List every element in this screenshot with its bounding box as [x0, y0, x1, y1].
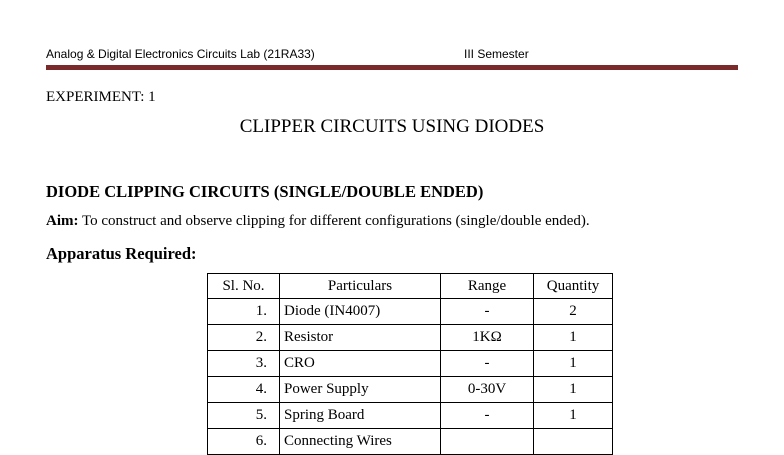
header-course-title: Analog & Digital Electronics Circuits Lab (21RA33)	[46, 47, 315, 61]
cell-particulars: Connecting Wires	[280, 429, 441, 455]
cell-quantity: 1	[534, 403, 613, 429]
cell-range: 1KΩ	[441, 325, 534, 351]
apparatus-heading: Apparatus Required:	[46, 244, 197, 263]
table-row	[208, 299, 613, 325]
col-header-particulars: Particulars	[280, 274, 441, 299]
cell-particulars: Diode (IN4007)	[280, 299, 441, 325]
cell-particulars: Spring Board	[280, 403, 441, 429]
cell-sl-no: 2.	[208, 325, 280, 351]
page-title: CLIPPER CIRCUITS USING DIODES	[239, 116, 545, 137]
aim-paragraph	[46, 213, 590, 230]
cell-quantity: 2	[534, 299, 613, 325]
cell-particulars: Resistor	[280, 325, 441, 351]
cell-particulars: Power Supply	[280, 377, 441, 403]
section-heading: DIODE CLIPPING CIRCUITS (SINGLE/DOUBLE ENDED)	[46, 182, 484, 201]
table-row	[208, 377, 613, 403]
cell-sl-no: 4.	[208, 377, 280, 403]
experiment-number: EXPERIMENT: 1	[46, 89, 156, 105]
col-header-sl-no: Sl. No.	[208, 274, 280, 299]
aim-label: Aim:	[46, 213, 79, 229]
table-row	[208, 325, 613, 351]
cell-particulars: CRO	[280, 351, 441, 377]
table-row	[208, 351, 613, 377]
cell-quantity: 1	[534, 377, 613, 403]
cell-range: -	[441, 403, 534, 429]
header-semester: III Semester	[464, 47, 529, 61]
cell-range: 0-30V	[441, 377, 534, 403]
aim-text: To construct and observe clipping for different configurations (single/double ended).	[78, 213, 590, 229]
cell-quantity: 1	[534, 351, 613, 377]
cell-sl-no: 6.	[208, 429, 280, 455]
table-row	[208, 429, 613, 455]
col-header-range: Range	[441, 274, 534, 299]
cell-range: -	[441, 299, 534, 325]
table-row	[208, 403, 613, 429]
col-header-quantity: Quantity	[534, 274, 613, 299]
cell-sl-no: 5.	[208, 403, 280, 429]
apparatus-table	[207, 273, 613, 455]
cell-sl-no: 1.	[208, 299, 280, 325]
table-header-row	[208, 274, 613, 299]
header-divider	[46, 65, 738, 70]
cell-quantity	[534, 429, 613, 455]
cell-sl-no: 3.	[208, 351, 280, 377]
cell-range: -	[441, 351, 534, 377]
cell-quantity: 1	[534, 325, 613, 351]
cell-range	[441, 429, 534, 455]
